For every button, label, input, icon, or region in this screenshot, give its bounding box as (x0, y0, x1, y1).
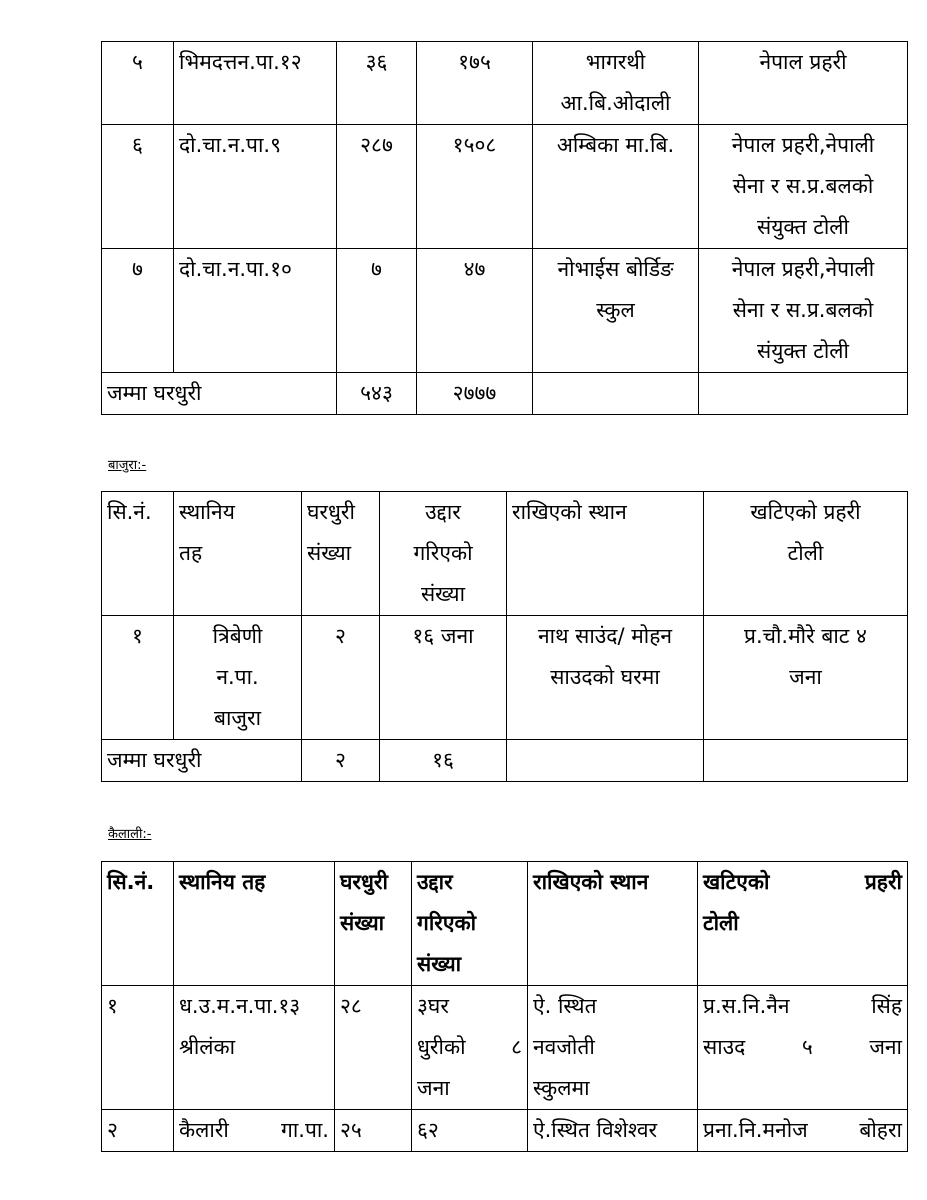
cell-line: साउद ५ जना (703, 1035, 902, 1059)
cell-team (699, 125, 908, 249)
total-row (102, 373, 908, 415)
cell-sn: ५ (102, 42, 174, 125)
cell-line: स्थानिय (179, 500, 235, 524)
cell-rescued (412, 986, 528, 1110)
cell-empty (704, 740, 908, 782)
cell-line: संयुक्त टोली (757, 339, 849, 363)
cell-line: संख्या (417, 952, 462, 976)
cell-line: तह (179, 541, 203, 565)
cell-shelter (528, 1110, 698, 1152)
cell-team (699, 249, 908, 373)
cell-sn: ६ (102, 125, 174, 249)
table-header-row (102, 492, 908, 616)
cell-households: ३६ (337, 42, 417, 125)
total-row (102, 740, 908, 782)
cell-place: दो.चा.न.पा.९ (174, 125, 337, 249)
cell-line: नोभाईस बोर्डिङ (557, 257, 674, 281)
header-place (174, 492, 302, 616)
header-team-part-3: टोली (703, 911, 739, 935)
cell-line: संख्या (340, 911, 385, 935)
total-rescued: २७७७ (417, 373, 533, 415)
cell-sn: १ (102, 986, 174, 1110)
cell-place (174, 1110, 335, 1152)
cell-place: दो.चा.न.पा.१० (174, 249, 337, 373)
cell-line: गरिएको (413, 541, 473, 565)
cell-line: खटिएको प्रहरी (750, 500, 861, 524)
cell-rescued: १७५ (417, 42, 533, 125)
cell-line: संयुक्त टोली (757, 215, 849, 239)
cell-rescued: १५०८ (417, 125, 533, 249)
cell-team (704, 616, 908, 740)
cell-line: संख्या (420, 582, 466, 606)
cell-line: आ.बि.ओदाली (560, 91, 671, 115)
header-rescued (380, 492, 507, 616)
total-label: जम्मा घरधुरी (102, 373, 337, 415)
table-row (102, 249, 908, 373)
cell-line: ऐ.स्थित विशेश्वर (533, 1118, 658, 1142)
cell-line: श्रीलंका (179, 1035, 236, 1059)
cell-line: उद्दार (417, 870, 453, 894)
cell-households: २ (302, 616, 380, 740)
cell-line: नेपाल प्रहरी (759, 50, 847, 74)
cell-place (174, 986, 335, 1110)
cell-line: ६२ (417, 1118, 439, 1142)
cell-line: साउदको घरमा (550, 665, 660, 689)
total-label: जम्मा घरधुरी (102, 740, 302, 782)
cell-line: सेना र स.प्र.बलको (732, 298, 874, 322)
cell-line: ध.उ.म.न.पा.१३ (179, 994, 301, 1018)
header-shelter: राखिएको स्थान (507, 492, 704, 616)
cell-line: ऐ. स्थित (533, 994, 597, 1018)
cell-rescued (412, 1110, 528, 1152)
cell-place (174, 616, 302, 740)
cell-line: जना (417, 1076, 450, 1100)
cell-line: उद्दार (425, 500, 461, 524)
cell-team (698, 1110, 908, 1152)
table-bajura (101, 491, 908, 782)
cell-line: न.पा. (216, 665, 259, 689)
cell-line: ३घर (417, 994, 449, 1018)
header-households (302, 492, 380, 616)
cell-line: नेपाल प्रहरी,नेपाली (731, 257, 875, 281)
table-row (102, 1110, 908, 1152)
cell-line: जना (789, 665, 822, 689)
cell-line: भागरथी (585, 50, 646, 74)
header-team-part-2: प्रहरी (864, 870, 902, 894)
cell-households: २८ (335, 986, 412, 1110)
cell-line: गरिएको (417, 911, 477, 935)
header-rescued (412, 862, 528, 986)
header-sn: सि.नं. (102, 492, 174, 616)
header-team-part-1: खटिएको (703, 870, 770, 894)
cell-empty (507, 740, 704, 782)
cell-line: घरधुरी (340, 870, 388, 894)
total-households: ५४३ (337, 373, 417, 415)
cell-shelter (528, 986, 698, 1110)
cell-shelter (533, 42, 699, 125)
cell-line: स्कुलमा (533, 1076, 590, 1100)
cell-rescued: ४७ (417, 249, 533, 373)
cell-line: त्रिबेणी (212, 624, 263, 648)
cell-households: २५ (335, 1110, 412, 1152)
header-sn: सि.नं. (102, 862, 174, 986)
cell-line: नेपाल प्रहरी,नेपाली (731, 133, 875, 157)
cell-line: नाथ साउंद/ मोहन (537, 624, 673, 648)
cell-line: सेना र स.प्र.बलको (732, 174, 874, 198)
cell-line: स्कुल (596, 298, 635, 322)
total-rescued: १६ (380, 740, 507, 782)
section-heading-kailali: कैलाली:- (108, 827, 152, 842)
cell-shelter (507, 616, 704, 740)
cell-line: बाजुरा (213, 706, 262, 730)
header-place: स्थानिय तह (174, 862, 335, 986)
header-team (704, 492, 908, 616)
table-header-row (102, 862, 908, 986)
cell-line: नवजोती (533, 1035, 595, 1059)
cell-sn: २ (102, 1110, 174, 1152)
total-households: २ (302, 740, 380, 782)
cell-line: प्रना.नि.मनोज बोहरा (703, 1118, 902, 1142)
cell-line: प्र.स.नि.नैन सिंह (703, 994, 902, 1018)
cell-line: अम्बिका मा.बि. (556, 133, 675, 157)
header-team (698, 862, 908, 986)
table-continued (101, 41, 908, 415)
table-row (102, 42, 908, 125)
cell-empty (699, 373, 908, 415)
cell-rescued: १६ जना (380, 616, 507, 740)
header-households (335, 862, 412, 986)
cell-line: टोली (787, 541, 824, 565)
cell-line: कैलारी गा.पा. (179, 1118, 329, 1142)
cell-team (698, 986, 908, 1110)
cell-households: ७ (337, 249, 417, 373)
cell-households: २८७ (337, 125, 417, 249)
cell-shelter (533, 249, 699, 373)
cell-sn: ७ (102, 249, 174, 373)
table-kailali (101, 861, 908, 1152)
table-row (102, 986, 908, 1110)
header-shelter: राखिएको स्थान (528, 862, 698, 986)
cell-place: भिमदत्तन.पा.१२ (174, 42, 337, 125)
cell-line: प्र.चौ.मौरे बाट ४ (744, 624, 867, 648)
cell-sn: १ (102, 616, 174, 740)
cell-line: धुरीको ८ (417, 1035, 522, 1059)
cell-line: संख्या (307, 541, 352, 565)
cell-empty (533, 373, 699, 415)
table-row (102, 616, 908, 740)
cell-shelter (533, 125, 699, 249)
cell-team (699, 42, 908, 125)
section-heading-bajura: बाजुरा:- (108, 458, 147, 473)
table-row (102, 125, 908, 249)
cell-line: घरधुरी (307, 500, 355, 524)
